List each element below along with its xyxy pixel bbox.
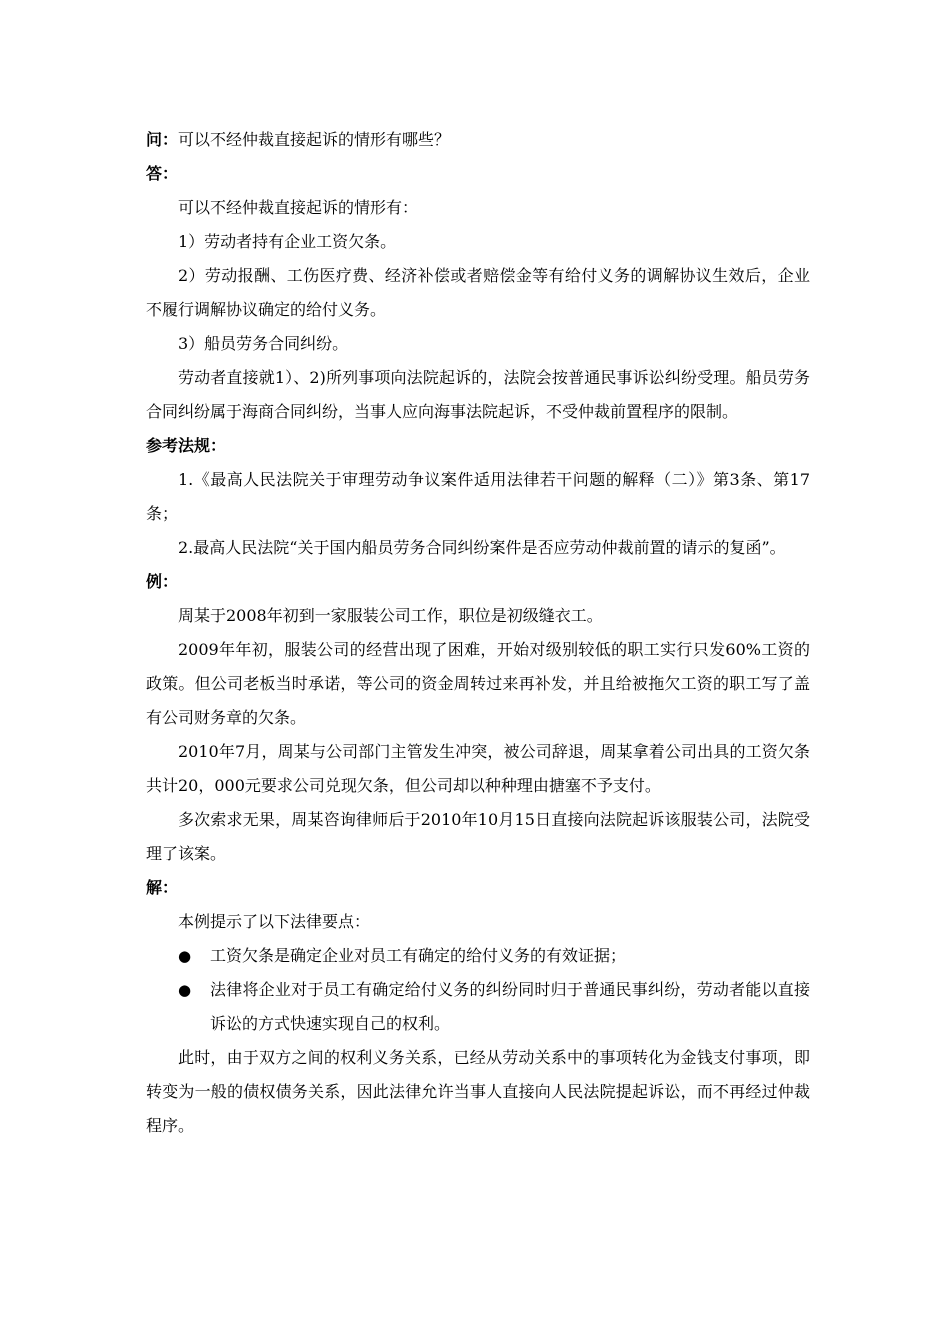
bullet-dot-icon: ● bbox=[178, 981, 192, 999]
bullet-text: 工资欠条是确定企业对员工有确定的给付义务的有效证据； bbox=[210, 946, 627, 965]
question-label: 问： bbox=[146, 130, 179, 149]
references-label: 参考法规： bbox=[146, 436, 227, 455]
reference-item: 1.《最高人民法院关于审理劳动争议案件适用法律若干问题的解释（二）》第3条、第17条； bbox=[146, 470, 810, 523]
solution-intro: 本例提示了以下法律要点： bbox=[178, 912, 371, 931]
answer-paragraph: 劳动者直接就1）、2)所列事项向法院起诉的，法院会按普通民事诉讼纠纷受理。船员劳务合同纠纷属于海商合同纠纷，当事人应向海事法院起诉，不受仲裁前置程序的限制。 bbox=[146, 368, 810, 421]
bullet-item bbox=[146, 973, 810, 1041]
bullet-text: 法律将企业对于员工有确定给付义务的纠纷同时归于普通民事纠纷，劳动者能以直接诉讼的方式快速实现自己的权利。 bbox=[210, 980, 810, 1033]
bullet-item bbox=[146, 939, 810, 973]
example-paragraph: 2010年7月，周某与公司部门主管发生冲突，被公司辞退，周某拿着公司出具的工资欠条共计20，000元要求公司兑现欠条，但公司却以种种理由搪塞不予支付。 bbox=[146, 742, 810, 795]
answer-paragraph: 2）劳动报酬、工伤医疗费、经济补偿或者赔偿金等有给付义务的调解协议生效后，企业不履行调解协议确定的给付义务。 bbox=[146, 266, 810, 319]
answer-paragraph: 3）船员劳务合同纠纷。 bbox=[178, 334, 349, 353]
answer-paragraph: 可以不经仲裁直接起诉的情形有： bbox=[178, 198, 419, 217]
bullet-dot-icon: ● bbox=[178, 947, 192, 965]
answer-label: 答： bbox=[146, 164, 179, 183]
answer-paragraph: 1）劳动者持有企业工资欠条。 bbox=[178, 232, 397, 251]
question-line bbox=[146, 123, 810, 157]
example-paragraph: 周某于2008年初到一家服装公司工作，职位是初级缝衣工。 bbox=[178, 606, 603, 625]
reference-item: 2.最高人民法院“关于国内船员劳务合同纠纷案件是否应劳动仲裁前置的请示的复函”。 bbox=[178, 538, 786, 557]
solution-conclusion: 此时，由于双方之间的权利义务关系，已经从劳动关系中的事项转化为金钱支付事项，即转变为一般的债权债务关系，因此法律允许当事人直接向人民法院提起诉讼，而不再经过仲裁程序。 bbox=[146, 1048, 810, 1135]
solution-label: 解： bbox=[146, 878, 179, 897]
example-paragraph: 多次索求无果，周某咨询律师后于2010年10月15日直接向法院起诉该服装公司，法院受理了该案。 bbox=[146, 810, 810, 863]
example-paragraph: 2009年年初，服装公司的经营出现了困难，开始对级别较低的职工实行只发60%工资的政策。但公司老板当时承诺，等公司的资金周转过来再补发，并且给被拖欠工资的职工写了盖有公司财务章的欠条。 bbox=[146, 640, 810, 727]
example-label: 例： bbox=[146, 572, 179, 591]
document-body bbox=[146, 123, 810, 1143]
question-text: 可以不经仲裁直接起诉的情形有哪些？ bbox=[178, 130, 451, 149]
